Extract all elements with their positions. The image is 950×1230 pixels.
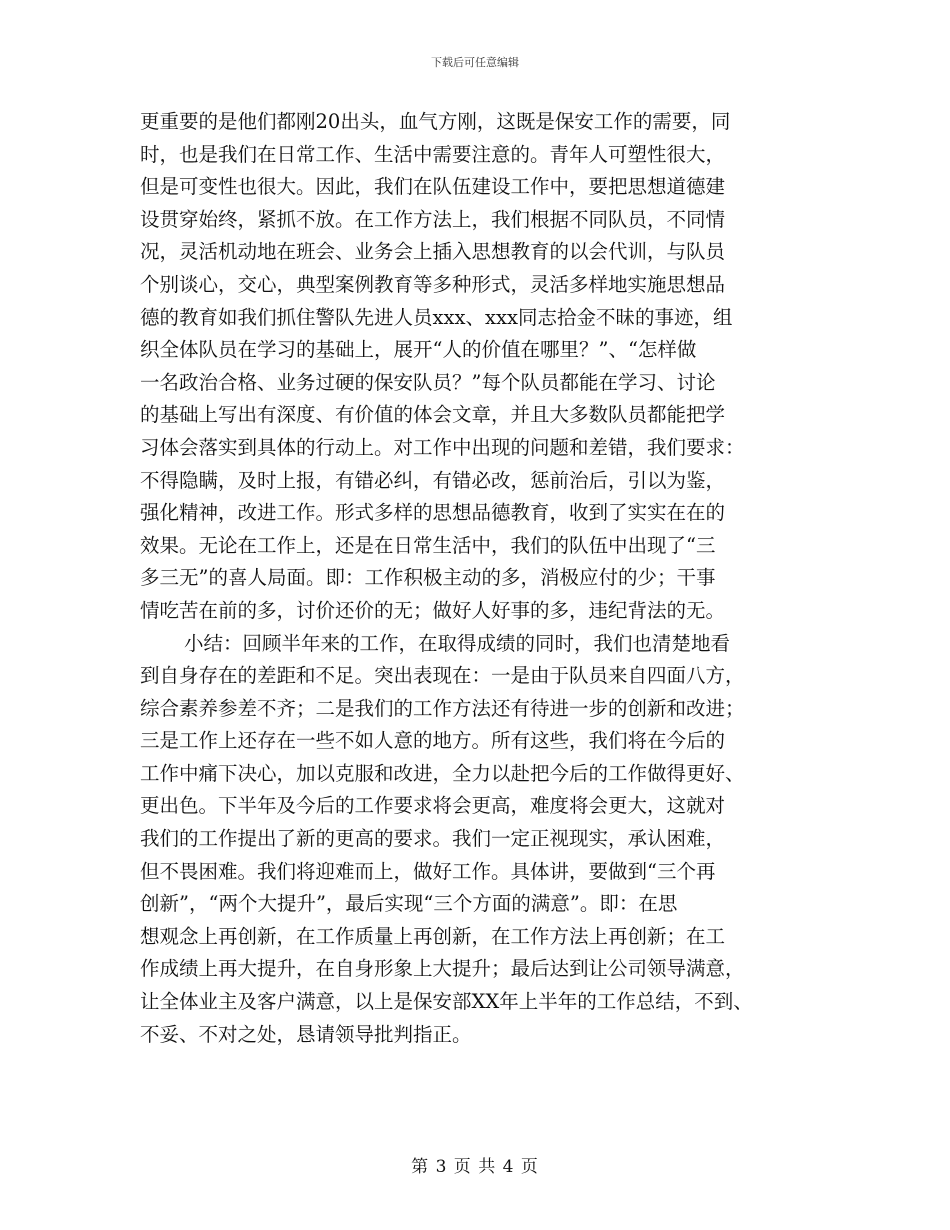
- text-line: 但是可变性也很大。因此，我们在队伍建设工作中，要把思想道德建: [140, 175, 726, 199]
- text-line: 多三无”的喜人局面。即：工作积极主动的多，消极应付的少；干事: [140, 566, 716, 590]
- text-line: 不得隐瞒，及时上报，有错必纠，有错必改，惩前治后，引以为鉴，: [140, 468, 726, 492]
- text-line: 效果。无论在工作上，还是在日常生活中，我们的队伍中出现了“三: [140, 533, 716, 557]
- text-line: 况，灵活机动地在班会、业务会上插入思想教育的以会代训，与队员: [140, 240, 726, 264]
- text-line: 让全体业主及客户满意，以上是保安部XX年上半年的工作总结，不到、: [140, 990, 753, 1014]
- text-line: 设贯穿始终，紧抓不放。在工作方法上，我们根据不同队员，不同情: [140, 207, 726, 231]
- text-line: 更出色。下半年及今后的工作要求将会更高，难度将会更大，这就对: [140, 794, 726, 818]
- text-line: 习体会落实到具体的行动上。对工作中出现的问题和差错，我们要求：: [140, 435, 745, 459]
- text-line: 个别谈心，交心，典型案例教育等多种形式，灵活多样地实施思想品: [140, 272, 726, 296]
- text-line: 织全体队员在学习的基础上，展开“人的价值在哪里？”、“怎样做: [140, 338, 697, 362]
- text-line: 综合素养参差不齐；二是我们的工作方法还有待进一步的创新和改进；: [140, 696, 745, 720]
- text-line: 作成绩上再大提升，在自身形象上大提升；最后达到让公司领导满意，: [140, 957, 745, 981]
- text-line: 时，也是我们在日常工作、生活中需要注意的。青年人可塑性很大，: [140, 142, 726, 166]
- text-line: 德的教育如我们抓住警队先进人员xxx、xxx同志拾金不昧的事迹，组: [140, 305, 733, 329]
- text-line: 更重要的是他们都刚20出头，血气方刚，这既是保安工作的需要，同: [140, 110, 731, 133]
- text-line: 小结：回顾半年来的工作，在取得成绩的同时，我们也清楚地看: [184, 631, 731, 655]
- page-footer: 第 3 页 共 4 页: [411, 1157, 539, 1177]
- text-line: 一名政治合格、业务过硬的保安队员？”每个队员都能在学习、讨论: [140, 370, 716, 394]
- document-body: [140, 106, 830, 1051]
- text-line: 不妥、不对之处，恳请领导批判指正。: [140, 1022, 472, 1046]
- text-line: 想观念上再创新，在工作质量上再创新，在工作方法上再创新；在工: [140, 924, 726, 948]
- page-header: 下载后可任意编辑: [431, 56, 519, 69]
- text-line: 情吃苦在前的多，讨价还价的无；做好人好事的多，违纪背法的无。: [140, 598, 726, 622]
- text-line: 的基础上写出有深度、有价值的体会文章，并且大多数队员都能把学: [140, 403, 726, 427]
- text-line: 工作中痛下决心，加以克服和改进，全力以赴把今后的工作做得更好、: [140, 761, 745, 785]
- text-line: 创新”，“两个大提升”，最后实现“三个方面的满意”。即：在思: [140, 892, 678, 916]
- text-line: 我们的工作提出了新的更高的要求。我们一定正视现实，承认困难，: [140, 827, 726, 851]
- paragraph: [140, 106, 830, 628]
- paragraph: [140, 628, 830, 1052]
- text-line: 强化精神，改进工作。形式多样的思想品德教育，收到了实实在在的: [140, 501, 726, 525]
- text-line: 但不畏困难。我们将迎难而上，做好工作。具体讲，要做到“三个再: [140, 859, 716, 883]
- text-line: 三是工作上还存在一些不如人意的地方。所有这些，我们将在今后的: [140, 729, 726, 753]
- text-line: 到自身存在的差距和不足。突出表现在：一是由于队员来自四面八方，: [140, 664, 745, 688]
